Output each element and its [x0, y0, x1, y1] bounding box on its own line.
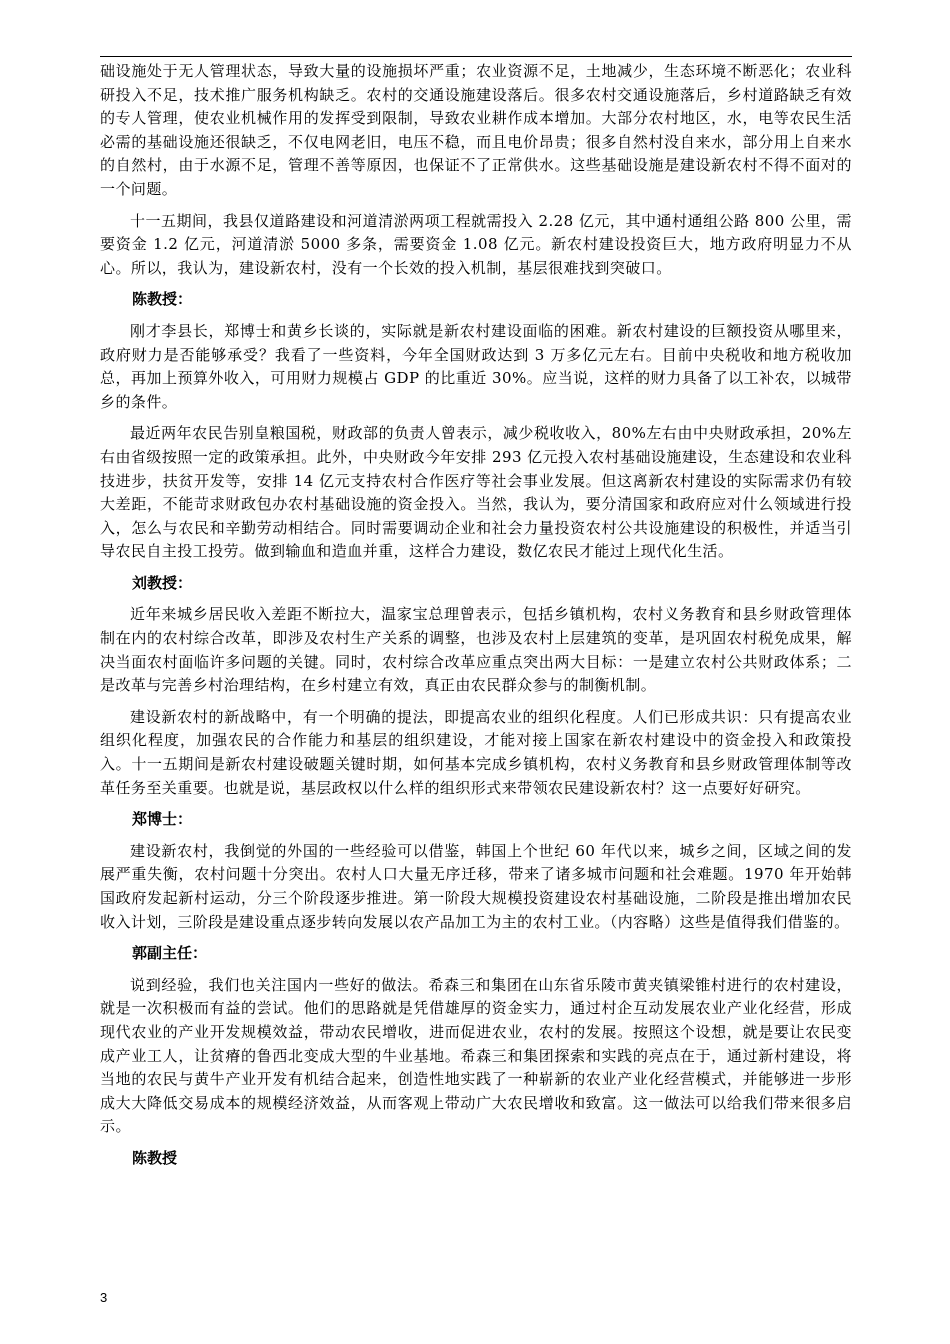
body-paragraph: 近年来城乡居民收入差距不断拉大，温家宝总理曾表示，包括乡镇机构，农村义务教育和县乡财政管理体制在内的农村综合改革，即涉及农村生产关系的调整，也涉及农村上层建筑的变革，是巩固农村税免成果，解决当面农村面临许多问题的关键。同时，农村综合改革应重点突出两大目标：一是建立农村公共财政体系；二是改革与完善乡村治理结构，在乡村建立有效，真正由农民群众参与的制衡机制。 [100, 605, 852, 695]
document-body [100, 60, 852, 1179]
body-paragraph: 刚才李县长，郑博士和黄乡长谈的，实际就是新农村建设面临的困难。新农村建设的巨额投资从哪里来，政府财力是否能够承受？我看了一些资料，今年全国财政达到 3 万多亿元左右。目前中央税收和地方税收加总，再加上预算外收入，可用财力规模占 GDP 的比重近 30%。应当说，这样的财力具备了以工补农，以城带乡的条件。 [100, 321, 852, 411]
speaker-heading: 刘教授： [132, 573, 193, 592]
speaker-heading: 郑博士： [132, 810, 193, 829]
body-paragraph: 础设施处于无人管理状态，导致大量的设施损坏严重；农业资源不足，土地减少，生态环境不断恶化；农业科研投入不足，技术推广服务机构缺乏。农村的交通设施建设落后。很多农村交通设施落后，乡村道路缺乏有效的专人管理，使农业机械作用的发挥受到限制，导致农业耕作成本增加。大部分农村地区，水，电等农民生活必需的基础设施还很缺乏，不仅电网老旧，电压不稳，而且电价昂贵；很多自然村没自来水，部分用上自来水的自然村，由于水源不足，管理不善等原因，也保证不了正常供水。这些基础设施是建设新农村不得不面对的一个问题。 [100, 62, 852, 198]
body-paragraph: 十一五期间，我县仅道路建设和河道清淤两项工程就需投入 2.28 亿元，其中通村通组公路 800 公里，需要资金 1.2 亿元，河道清淤 5000 多条，需要资金 1.08 亿元。新农村建设投资巨大，地方政府明显力不从心。所以，我认为，建设新农村，没有一个长效的投入机制，基层很难找到突破口。 [100, 211, 852, 277]
body-paragraph: 说到经验，我们也关注国内一些好的做法。希森三和集团在山东省乐陵市黄夹镇梁锥村进行的农村建设，就是一次积极而有益的尝试。他们的思路就是凭借雄厚的资金实力，通过村企互动发展农业产业化经营，形成现代农业的产业开发规模效益，带动农民增收，进而促进农业，农村的发展。按照这个设想，就是要让农民变成产业工人，让贫瘠的鲁西北变成大型的牛业基地。希森三和集团探索和实践的亮点在于，通过新村建设，将当地的农民与黄牛产业开发有机结合起来，创造性地实践了一种崭新的农业产业化经营模式，并能够进一步形成大大降低交易成本的规模经济效益，从而客观上带动广大农民增收和致富。这一做法可以给我们带来很多启示。 [100, 975, 852, 1136]
body-paragraph: 建设新农村，我倒觉的外国的一些经验可以借鉴，韩国上个世纪 60 年代以来，城乡之间，区域之间的发展严重失衡，农村问题十分突出。农村人口大量无序迁移，带来了诸多城市问题和社会难题。1970 年开始韩国政府发起新村运动，分三个阶段逐步推进。第一阶段大规模投资建设农村基础设施，二阶段是推出增加农民收入计划，三阶段是建设重点逐步转向发展以农产品加工为主的农村工业。（内容略）这些是值得我们借鉴的。 [100, 841, 852, 931]
body-paragraph: 建设新农村的新战略中，有一个明确的提法，即提高农业的组织化程度。人们已形成共识：只有提高农业组织化程度，加强农民的合作能力和基层的组织建设，才能对接上国家在新农村建设中的资金投入和政策投入。十一五期间是新农村建设破题关键时期，如何基本完成乡镇机构，农村义务教育和县乡财政管理体制等改革任务至关重要。也就是说，基层政权以什么样的组织形式来带领农民建设新农村？这一点要好好研究。 [100, 707, 852, 797]
speaker-heading: 郭副主任： [132, 944, 208, 963]
speaker-heading: 陈教授： [132, 290, 193, 309]
page-number: 3 [100, 1290, 108, 1305]
speaker-heading: 陈教授 [132, 1148, 178, 1167]
body-paragraph: 最近两年农民告别皇粮国税，财政部的负责人曾表示，减少税收收入，80%左右由中央财政承担，20%左右由省级按照一定的政策承担。此外，中央财政今年安排 293 亿元投入农村基础设施建设，生态建设和农业科技进步，扶贫开发等，安排 14 亿元支持农村合作医疗等社会事业发展。但这离新农村建设的实际需求仍有较大差距，不能苛求财政包办农村基础设施的资金投入。当然，我认为，要分清国家和政府应对什么领域进行投入，怎么与农民和辛勤劳动相结合。同时需要调动企业和社会力量投资农村公共设施建设的积极性，并适当引导农民自主投工投劳。做到输血和造血并重，这样合力建设，数亿农民才能过上现代化生活。 [100, 424, 852, 561]
header-rule [100, 56, 852, 57]
